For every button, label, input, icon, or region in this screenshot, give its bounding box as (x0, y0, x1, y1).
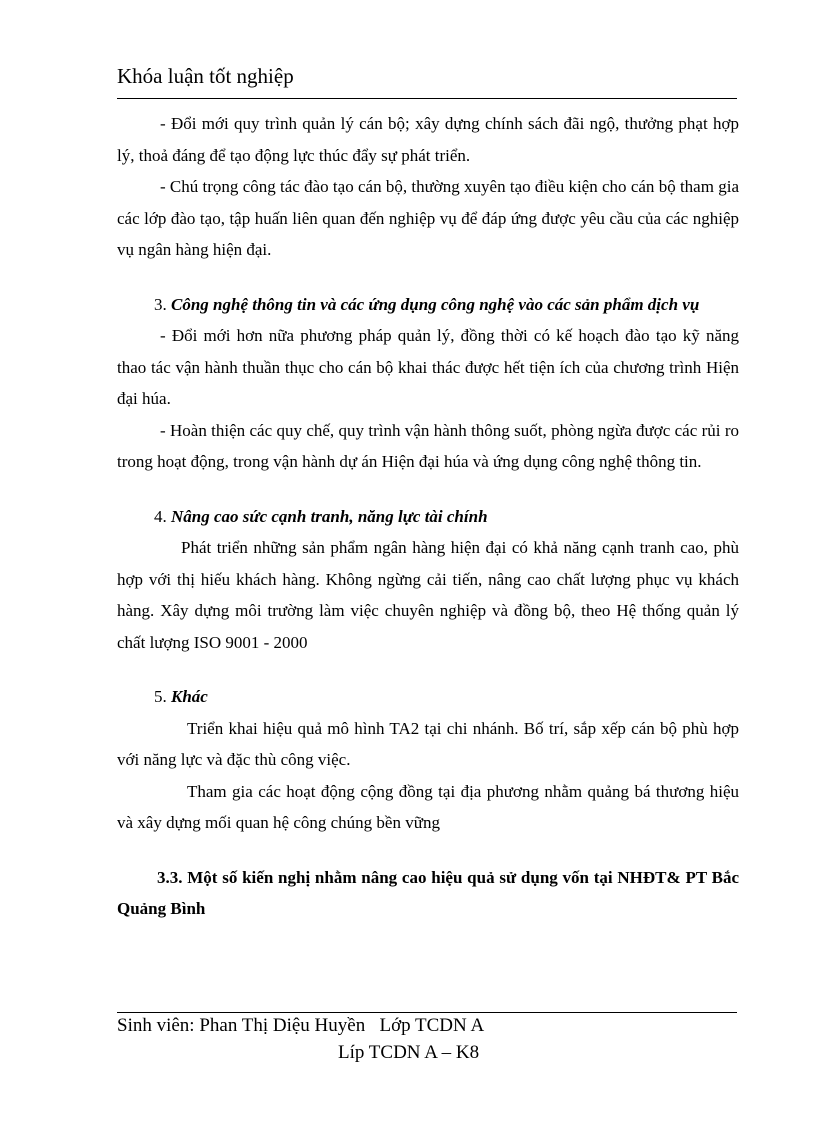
paragraph-management-methods: - Đổi mới hơn nữa phương pháp quản lý, đồng thời có kế hoạch đào tạo kỹ năng thao tác vận hành thuần thục cho cán bộ khai thác được hết tiện ích của chương trình Hiện đại húa. (117, 326, 739, 408)
heading-5 (117, 681, 739, 713)
spacer (117, 478, 739, 501)
footer-class-info: Líp TCDN A – K8 (338, 1042, 480, 1063)
footer-student-info: Sinh viên: Phan Thị Diệu Huyền Lớp TCDN A (117, 1015, 485, 1036)
spacer (117, 266, 739, 289)
heading-4-number: 4. (154, 506, 167, 526)
heading-5-title: Khác (171, 687, 208, 706)
section-3-3-heading: 3.3. Một số kiến nghị nhằm nâng cao hiệu quả sử dụng vốn tại NHĐT& PT Bắc Quảng Bình (117, 867, 739, 918)
heading-3-number: 3. (154, 294, 167, 314)
paragraph-products: Phát triển những sản phẩm ngân hàng hiện đại có khả năng cạnh tranh cao, phù hợp với thị hiếu khách hàng. Không ngừng cải tiến, nâng cao chất lượng phục vụ khách hàng. Xây dựng môi trường làm việc chuyên nghiệp và đồng bộ, theo Hệ thống quản lý chất lượng ISO 9001 - 2000 (117, 538, 739, 652)
paragraph-ta2-model: Triển khai hiệu quả mô hình TA2 tại chi nhánh. Bố trí, sắp xếp cán bộ phù hợp với năng lực và đặc thù công việc. (117, 718, 739, 769)
footer-divider (117, 1012, 737, 1013)
page-header-title: Khóa luận tốt nghiệp (117, 64, 294, 88)
paragraph-staff-management: - Đổi mới quy trình quản lý cán bộ; xây dựng chính sách đãi ngộ, thưởng phạt hợp lý, thoả đáng để tạo động lực thúc đẩy sự phát triển. (117, 114, 739, 165)
heading-5-number: 5. (154, 687, 167, 706)
heading-4 (117, 501, 739, 533)
spacer (117, 839, 739, 862)
document-body (117, 108, 739, 925)
spacer (117, 658, 739, 681)
heading-3 (117, 289, 739, 321)
heading-3-title: Công nghệ thông tin và các ứng dụng công nghệ vào các sản phẩm dịch vụ (171, 294, 700, 314)
paragraph-community: Tham gia các hoạt động cộng đồng tại địa phương nhằm quảng bá thương hiệu và xây dựng mối quan hệ công chúng bền vững (117, 781, 739, 832)
heading-4-title: Nâng cao sức cạnh tranh, năng lực tài chính (171, 506, 488, 526)
paragraph-regulations: - Hoàn thiện các quy chế, quy trình vận hành thông suốt, phòng ngừa được các rủi ro trong hoạt động, trong vận hành dự án Hiện đại húa và ứng dụng công nghệ thông tin. (117, 420, 739, 471)
header-divider (117, 98, 737, 99)
paragraph-staff-training: - Chú trọng công tác đào tạo cán bộ, thường xuyên tạo điều kiện cho cán bộ tham gia các lớp đào tạo, tập huấn liên quan đến nghiệp vụ để đáp ứng được yêu cầu của các nghiệp vụ ngân hàng hiện đại. (117, 177, 739, 259)
